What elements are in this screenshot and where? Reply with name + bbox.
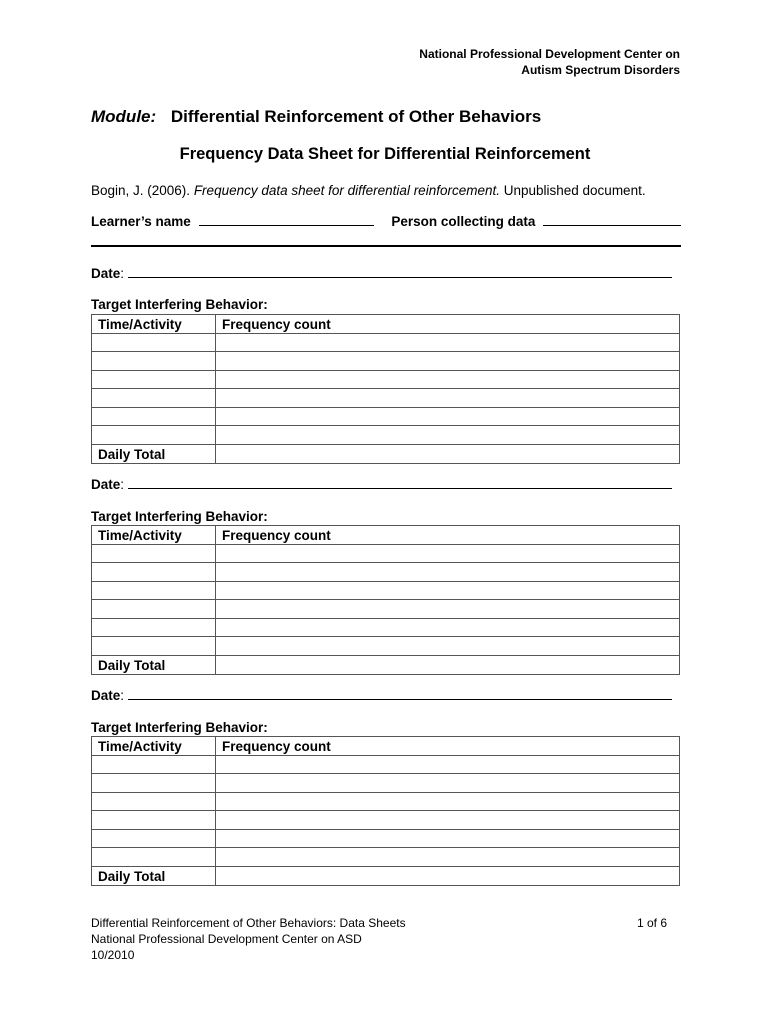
table-row xyxy=(92,811,680,830)
time-activity-header: Time/Activity xyxy=(92,315,216,334)
table-row xyxy=(92,426,680,445)
frequency-count-cell[interactable] xyxy=(216,774,680,793)
footer-line-3: 10/2010 xyxy=(91,948,135,962)
citation-suffix: Unpublished document. xyxy=(499,183,646,198)
frequency-count-header: Frequency count xyxy=(216,526,680,545)
date-field[interactable] xyxy=(128,488,672,489)
page-footer xyxy=(91,915,406,963)
table-row xyxy=(92,389,680,408)
daily-total-label: Daily Total xyxy=(92,444,216,463)
table-header-row xyxy=(92,526,680,545)
table-row xyxy=(92,618,680,637)
time-activity-cell[interactable] xyxy=(92,333,216,352)
frequency-table-1 xyxy=(91,314,680,464)
frequency-table-3 xyxy=(91,736,680,886)
time-activity-header: Time/Activity xyxy=(92,526,216,545)
time-activity-cell[interactable] xyxy=(92,811,216,830)
learner-name-field[interactable] xyxy=(199,225,374,226)
table-row xyxy=(92,333,680,352)
frequency-table-2 xyxy=(91,525,680,675)
frequency-count-cell[interactable] xyxy=(216,426,680,445)
target-behavior-label: Target Interfering Behavior: xyxy=(91,720,268,735)
table-row xyxy=(92,829,680,848)
time-activity-cell[interactable] xyxy=(92,637,216,656)
divider xyxy=(91,245,681,247)
frequency-count-cell[interactable] xyxy=(216,352,680,371)
frequency-count-cell[interactable] xyxy=(216,618,680,637)
table-row xyxy=(92,755,680,774)
frequency-count-cell[interactable] xyxy=(216,370,680,389)
daily-total-cell[interactable] xyxy=(216,444,680,463)
footer-line-1: Differential Reinforcement of Other Behaviors: Data Sheets xyxy=(91,916,406,930)
table-row xyxy=(92,600,680,619)
sheet-subtitle: Frequency Data Sheet for Differential Reinforcement xyxy=(179,145,591,163)
time-activity-cell[interactable] xyxy=(92,848,216,867)
frequency-count-cell[interactable] xyxy=(216,563,680,582)
time-activity-cell[interactable] xyxy=(92,370,216,389)
table-row xyxy=(92,774,680,793)
time-activity-cell[interactable] xyxy=(92,426,216,445)
daily-total-cell[interactable] xyxy=(216,866,680,885)
daily-total-label: Daily Total xyxy=(92,655,216,674)
org-line-1: National Professional Development Center on xyxy=(419,47,680,61)
date-row-3: Date: xyxy=(91,688,672,703)
footer-line-2: National Professional Development Center on ASD xyxy=(91,932,362,946)
time-activity-cell[interactable] xyxy=(92,792,216,811)
time-activity-cell[interactable] xyxy=(92,581,216,600)
date-label: Date xyxy=(91,688,121,703)
daily-total-cell[interactable] xyxy=(216,655,680,674)
date-row-2: Date: xyxy=(91,477,672,492)
page-number: 1 of 6 xyxy=(636,916,667,930)
table-header-row xyxy=(92,315,680,334)
date-label: Date xyxy=(91,266,121,281)
table-row xyxy=(92,848,680,867)
module-label: Module: xyxy=(91,107,157,126)
org-line-2: Autism Spectrum Disorders xyxy=(521,63,680,77)
table-row xyxy=(92,581,680,600)
frequency-count-header: Frequency count xyxy=(216,737,680,756)
time-activity-cell[interactable] xyxy=(92,352,216,371)
table-row xyxy=(92,352,680,371)
time-activity-cell[interactable] xyxy=(92,563,216,582)
table-row xyxy=(92,637,680,656)
frequency-count-cell[interactable] xyxy=(216,600,680,619)
module-title xyxy=(91,107,541,127)
time-activity-cell[interactable] xyxy=(92,544,216,563)
date-field[interactable] xyxy=(128,699,672,700)
frequency-count-cell[interactable] xyxy=(216,829,680,848)
citation-title: Frequency data sheet for differential reinforcement. xyxy=(193,183,500,198)
daily-total-row xyxy=(92,444,680,463)
frequency-count-cell[interactable] xyxy=(216,333,680,352)
frequency-count-cell[interactable] xyxy=(216,792,680,811)
frequency-count-header: Frequency count xyxy=(216,315,680,334)
time-activity-cell[interactable] xyxy=(92,618,216,637)
table-row xyxy=(92,563,680,582)
module-name: Differential Reinforcement of Other Behaviors xyxy=(170,107,542,126)
time-activity-cell[interactable] xyxy=(92,389,216,408)
table-header-row xyxy=(92,737,680,756)
time-activity-cell[interactable] xyxy=(92,600,216,619)
target-behavior-label: Target Interfering Behavior: xyxy=(91,509,268,524)
frequency-count-cell[interactable] xyxy=(216,637,680,656)
table-row xyxy=(92,792,680,811)
frequency-count-cell[interactable] xyxy=(216,389,680,408)
frequency-count-cell[interactable] xyxy=(216,544,680,563)
date-row-1: Date: xyxy=(91,266,672,281)
organization-header xyxy=(360,46,680,78)
table-row xyxy=(92,544,680,563)
name-fields xyxy=(91,214,681,229)
citation xyxy=(91,183,646,198)
time-activity-cell[interactable] xyxy=(92,774,216,793)
citation-prefix: Bogin, J. (2006). xyxy=(91,183,194,198)
time-activity-cell[interactable] xyxy=(92,407,216,426)
collector-name-field[interactable] xyxy=(543,225,681,226)
daily-total-label: Daily Total xyxy=(92,866,216,885)
table-row xyxy=(92,370,680,389)
daily-total-row xyxy=(92,655,680,674)
time-activity-header: Time/Activity xyxy=(92,737,216,756)
time-activity-cell[interactable] xyxy=(92,755,216,774)
target-behavior-label: Target Interfering Behavior: xyxy=(91,297,268,312)
frequency-count-cell[interactable] xyxy=(216,848,680,867)
date-field[interactable] xyxy=(128,277,672,278)
daily-total-row xyxy=(92,866,680,885)
frequency-count-cell[interactable] xyxy=(216,407,680,426)
date-label: Date xyxy=(91,477,121,492)
learner-name-label: Learner’s name xyxy=(91,214,191,229)
time-activity-cell[interactable] xyxy=(92,829,216,848)
collector-name-label: Person collecting data xyxy=(391,214,536,229)
frequency-count-cell[interactable] xyxy=(216,581,680,600)
frequency-count-cell[interactable] xyxy=(216,755,680,774)
frequency-count-cell[interactable] xyxy=(216,811,680,830)
table-row xyxy=(92,407,680,426)
